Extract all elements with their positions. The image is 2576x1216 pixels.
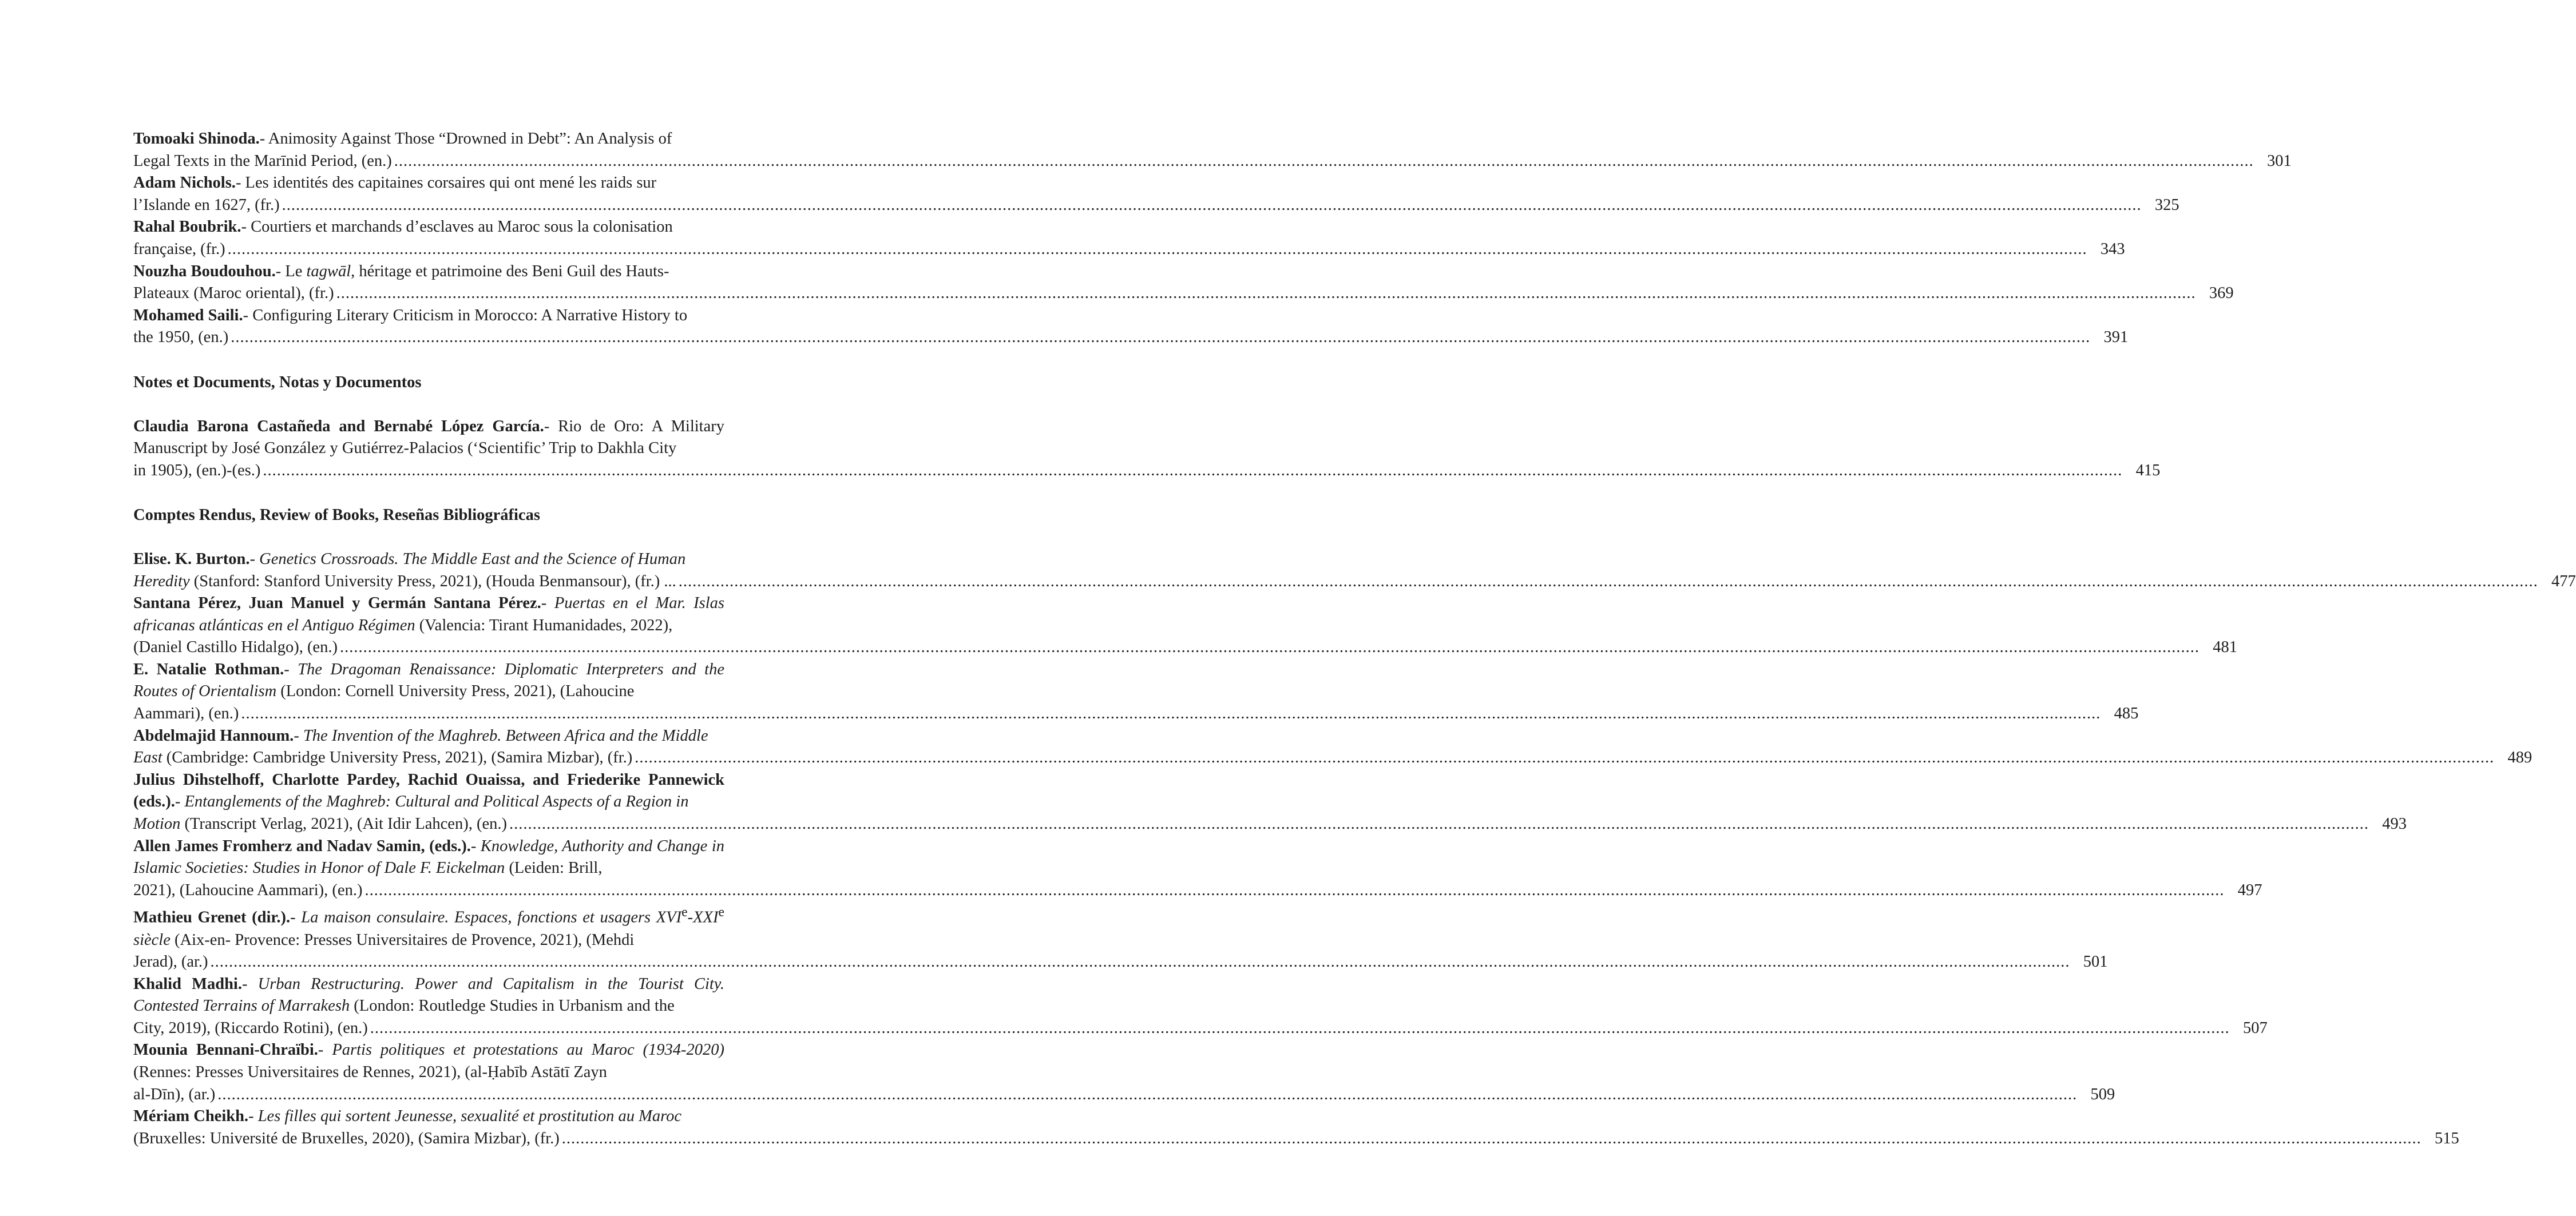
entry-title-end: l’Islande en 1627, (fr.) — [133, 196, 280, 214]
separator: - — [294, 726, 303, 745]
book-title: Urban Restructuring. Power and Capitalism in the Tourist City. Contested Terrains of Marrakesh — [133, 975, 724, 1015]
toc-entry — [133, 659, 2139, 725]
entry-title-end: Legal Texts in the Marīnid Period, (en.) — [133, 152, 392, 170]
publication-info: (Aix-en- Provence: Presses Universitaires de Provence, 2021), (Mehdi — [170, 931, 635, 949]
dot-leader: ................................................................................................................................................................................................................................................................................................................................................................................................................ — [678, 572, 2538, 590]
publication-info: (Cambridge: Cambridge University Press, 2021), (Samira Mizbar), (fr.) — [162, 749, 633, 767]
page-number: 485 — [2114, 705, 2139, 723]
entry-title-end: City, 2019), (Riccardo Rotini), (en.) — [133, 1019, 368, 1037]
toc-entry — [133, 836, 2262, 902]
book-title-end: Motion — [133, 815, 181, 833]
entry-title-end: in 1905), (en.)-(es.) — [133, 461, 261, 479]
toc-entry — [133, 769, 2407, 836]
page-number: 497 — [2237, 881, 2262, 899]
entry-author: Rahal Boubrik. — [133, 218, 241, 236]
toc-entry — [133, 305, 2129, 349]
entry-title-end: Aammari), (en.) — [133, 705, 239, 723]
superscript: e — [718, 905, 724, 920]
entry-author: Adam Nichols. — [133, 174, 236, 192]
book-title: Puertas en el Mar. Islas africanas atlánticas en el Antiguo Régimen — [133, 594, 724, 634]
entry-author: Julius Dihstelhoff, Charlotte Pardey, Rachid Ouaissa, and Friederike Pannewick (eds.). — [133, 770, 724, 811]
entry-title-end: the 1950, (en.) — [133, 328, 229, 347]
dot-leader: ................................................................................................................................................................................................................................................................................................................................................................................................................ — [635, 749, 2495, 767]
dot-leader: ................................................................................................................................................................................................................................................................................................................................................................................................................ — [561, 1129, 2422, 1147]
publication-info: (Rennes: Presses Universitaires de Rennes, 2021), (al-Ḥabīb Astātī Zayn — [133, 1063, 607, 1082]
entry-author: Mériam Cheikh. — [133, 1107, 249, 1126]
book-title-end: East — [133, 749, 163, 767]
dot-leader: ................................................................................................................................................................................................................................................................................................................................................................................................................ — [509, 815, 2369, 833]
toc-entry — [133, 725, 2533, 769]
dot-leader: ................................................................................................................................................................................................................................................................................................................................................................................................................ — [210, 953, 2070, 971]
book-title-end: Heredity — [133, 572, 190, 590]
publication-info: (Stanford: Stanford University Press, 2021), (Houda Benmansour), (fr.) ... — [189, 572, 676, 590]
separator: - — [541, 594, 554, 613]
page-number: 343 — [2100, 240, 2125, 258]
entry-title-end: Jerad), (ar.) — [133, 953, 208, 971]
toc-entry — [133, 549, 2576, 593]
page-number: 477 — [2551, 572, 2576, 590]
toc-entry — [133, 128, 2292, 172]
entry-author: Claudia Barona Castañeda and Bernabé López García. — [133, 417, 544, 435]
dot-leader: ................................................................................................................................................................................................................................................................................................................................................................................................................ — [394, 152, 2254, 170]
entry-title-end: Plateaux (Maroc oriental), (fr.) — [133, 284, 334, 303]
entry-author: Tomoaki Shinoda. — [133, 130, 260, 148]
entry-title-end — [133, 571, 676, 593]
separator: - — [318, 1041, 332, 1059]
book-title: Les filles qui sortent Jeunesse, sexualité et prostitution au Maroc — [257, 1107, 682, 1126]
dot-leader: ................................................................................................................................................................................................................................................................................................................................................................................................................ — [241, 705, 2101, 723]
toc-entry — [133, 901, 2108, 973]
dot-leader: ................................................................................................................................................................................................................................................................................................................................................................................................................ — [217, 1085, 2078, 1103]
page-number: 493 — [2382, 815, 2407, 833]
entry-author: Mathieu Grenet (dir.). — [133, 908, 291, 927]
book-title: siècle — [133, 931, 171, 949]
entry-author: Elise. K. Burton. — [133, 550, 250, 568]
section-heading: Comptes Rendus, Review of Books, Reseñas Bibliográficas — [133, 506, 540, 524]
page-number: 325 — [2154, 196, 2179, 214]
book-title: The Invention of the Maghreb. Between Africa and the Middle — [303, 726, 708, 745]
book-title: Entanglements of the Maghreb: Cultural and Political Aspects of a Region in — [184, 793, 689, 811]
publication-info: (Transcript Verlag, 2021), (Ait Idir Lahcen), (en.) — [180, 815, 507, 833]
separator: - — [249, 550, 260, 568]
book-title: La maison consulaire. Espaces, fonctions et usagers XVI — [301, 908, 682, 927]
book-title: Partis politiques et protestations au Maroc (1934-2020) — [332, 1041, 724, 1059]
separator: - — [248, 1107, 258, 1126]
page-number: 509 — [2090, 1085, 2115, 1103]
book-title: The Dragoman Renaissance: Diplomatic Interpreters and the Routes of Orientalism — [133, 660, 725, 701]
book-title: Knowledge, Authority and Change in Islamic Societies: Studies in Honor of Dale F. Eickelman — [133, 837, 724, 877]
toc-entry — [133, 216, 2125, 260]
entry-title: - Animosity Against Those “Drowned in Debt”: An Analysis of — [259, 130, 672, 148]
page-number: 391 — [2103, 328, 2129, 347]
entry-title-italic: tagwāl — [306, 262, 351, 280]
dot-leader: ................................................................................................................................................................................................................................................................................................................................................................................................................ — [231, 328, 2091, 347]
entry-title: - Les identités des capitaines corsaires qui ont mené les raids sur — [235, 174, 657, 192]
toc-entry — [133, 416, 2161, 482]
publication-info: (Leiden: Brill, — [505, 859, 603, 877]
entry-title: , héritage et patrimoine des Beni Guil des Hauts- — [351, 262, 669, 280]
entry-author: E. Natalie Rothman. — [133, 660, 284, 678]
table-of-contents — [133, 128, 2576, 1150]
entry-title-end: (Daniel Castillo Hidalgo), (en.) — [133, 638, 338, 657]
entry-author: Nouzha Boudouhou. — [133, 262, 276, 280]
entry-author: Allen James Fromherz and Nadav Samin, (eds.). — [133, 837, 471, 855]
separator: - — [241, 975, 258, 993]
toc-entry — [133, 1106, 2459, 1150]
entry-title-end: française, (fr.) — [133, 240, 225, 258]
entry-title: - Le — [275, 262, 307, 280]
superscript: e — [681, 905, 688, 920]
entry-title: - Courtiers et marchands d’esclaves au Maroc sous la colonisation — [241, 218, 673, 236]
toc-entry — [133, 261, 2234, 305]
page-number: 481 — [2213, 638, 2237, 657]
entry-title: - Rio de Oro: A Military Manuscript by José González y Gutiérrez-Palacios (‘Scientific’ Trip to Dakhla City — [133, 417, 724, 458]
book-title: -XXI — [687, 908, 719, 927]
publication-info: (London: Cornell University Press, 2021), (Lahoucine — [276, 682, 635, 701]
entry-author: Khalid Madhi. — [133, 975, 242, 993]
entry-title-end — [133, 813, 507, 836]
book-title: Genetics Crossroads. The Middle East and the Science of Human — [259, 550, 686, 568]
entry-title-end: al-Dīn), (ar.) — [133, 1085, 216, 1103]
entry-title-end — [133, 747, 632, 769]
separator: - — [175, 793, 185, 811]
dot-leader: ................................................................................................................................................................................................................................................................................................................................................................................................................ — [282, 196, 2142, 214]
entry-author: Mounia Bennani-Chraïbi. — [133, 1041, 318, 1059]
page-number: 515 — [2435, 1129, 2459, 1147]
separator: - — [290, 908, 302, 927]
dot-leader: ................................................................................................................................................................................................................................................................................................................................................................................................................ — [339, 638, 2199, 657]
entry-author: Mohamed Saili. — [133, 306, 243, 324]
page-number: 301 — [2267, 152, 2292, 170]
entry-author: Santana Pérez, Juan Manuel y Germán Santana Pérez. — [133, 594, 541, 613]
toc-entry — [133, 1039, 2115, 1106]
entry-title-end: (Bruxelles: Université de Bruxelles, 2020), (Samira Mizbar), (fr.) — [133, 1129, 560, 1147]
entry-title: - Configuring Literary Criticism in Morocco: A Narrative History to — [243, 306, 688, 324]
separator: - — [284, 660, 298, 678]
page-number: 415 — [2135, 461, 2161, 479]
entry-title-end: 2021), (Lahoucine Aammari), (en.) — [133, 881, 363, 899]
page-number: 489 — [2507, 749, 2533, 767]
separator: - — [470, 837, 481, 855]
section-heading: Notes et Documents, Notas y Documentos — [133, 373, 422, 391]
toc-entry — [133, 973, 2268, 1040]
toc-entry — [133, 593, 2237, 659]
page-number: 369 — [2209, 284, 2234, 303]
toc-entry — [133, 172, 2179, 216]
dot-leader: ................................................................................................................................................................................................................................................................................................................................................................................................................ — [227, 240, 2087, 258]
dot-leader: ................................................................................................................................................................................................................................................................................................................................................................................................................ — [336, 284, 2196, 303]
entry-author: Abdelmajid Hannoum. — [133, 726, 294, 745]
dot-leader: ................................................................................................................................................................................................................................................................................................................................................................................................................ — [370, 1019, 2230, 1037]
publication-info: (Valencia: Tirant Humanidades, 2022), — [415, 616, 673, 634]
page-number: 507 — [2242, 1019, 2268, 1037]
page-number: 501 — [2083, 953, 2108, 971]
publication-info: (London: Routledge Studies in Urbanism and the — [350, 997, 675, 1015]
dot-leader: ................................................................................................................................................................................................................................................................................................................................................................................................................ — [263, 461, 2123, 479]
dot-leader: ................................................................................................................................................................................................................................................................................................................................................................................................................ — [364, 881, 2225, 899]
